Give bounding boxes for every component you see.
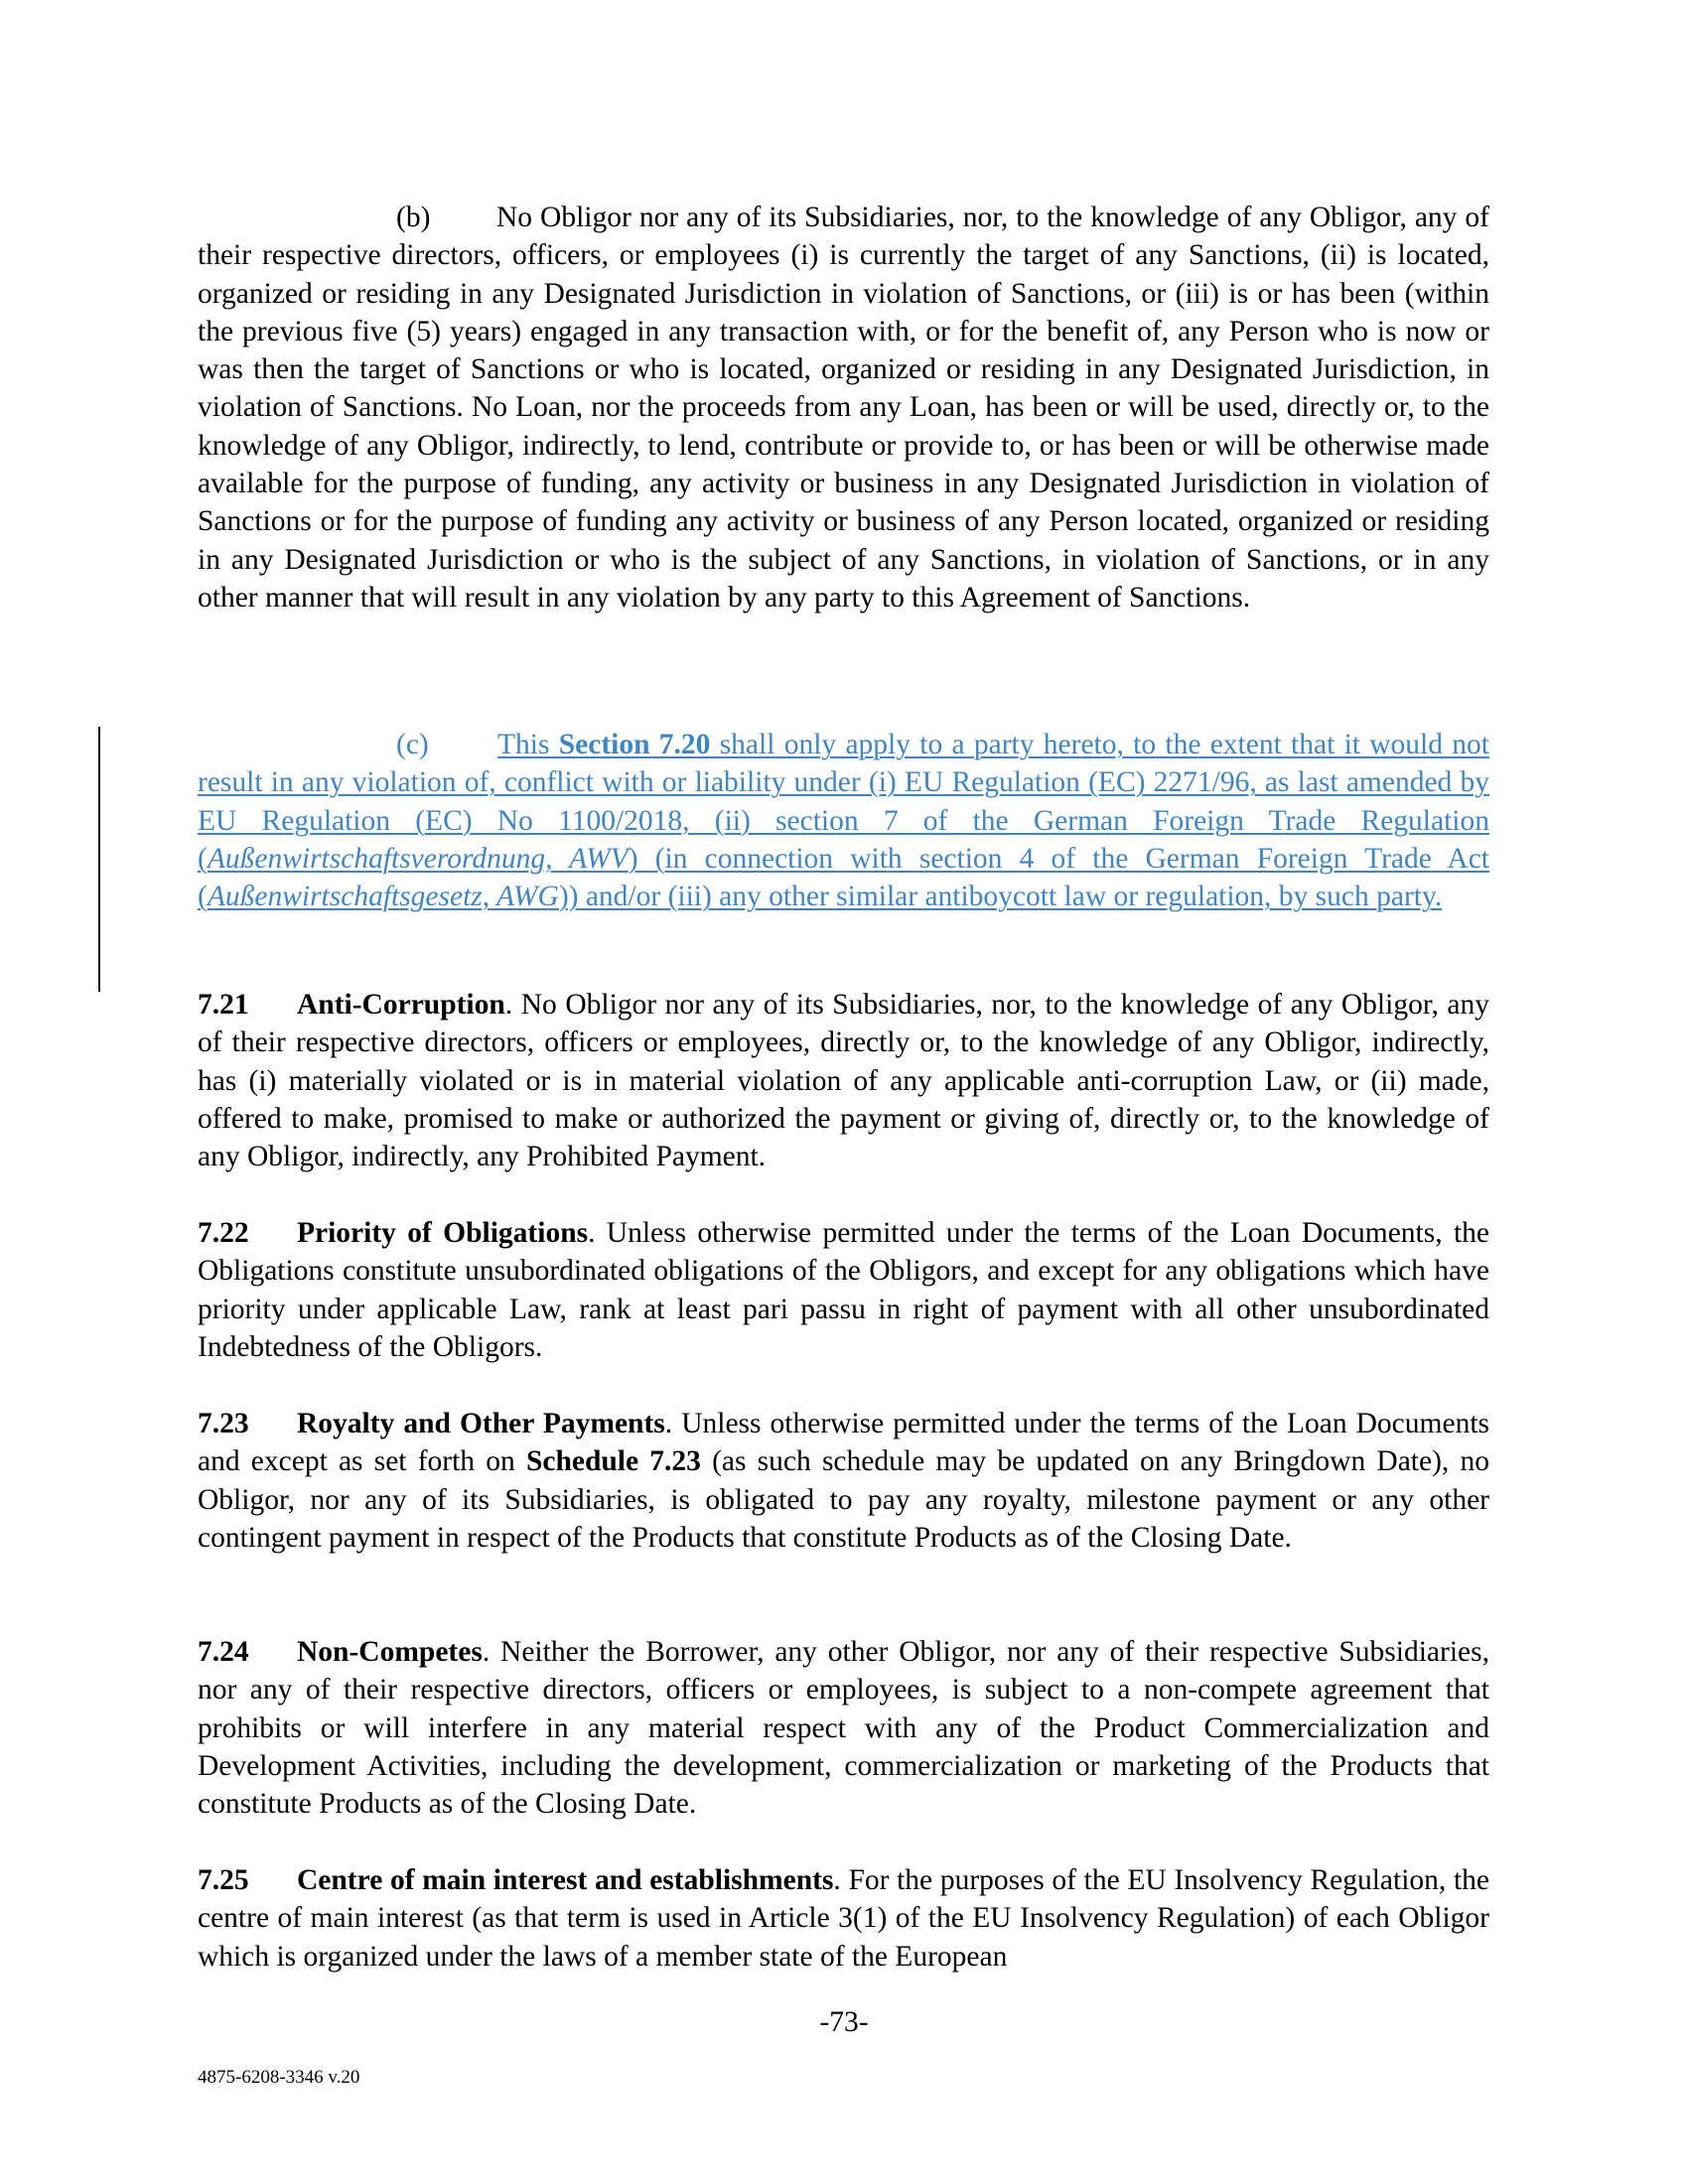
section-7-23-text-1: . Unless otherwise permitted under the terms of the Loan Documents and except as set forth on bbox=[198, 1408, 1489, 1478]
section-7-21-text: . No Obligor nor any of its Subsidiaries, nor, to the knowledge of any Obligor, any of their respective directors, officers or employees, directly or, to the knowledge of any Obligor, indirectly, has (i) materially violated or is in material violation of any applicable anti-corruption Law, or (ii) made, offered to make, promised to make or authorized the payment or giving of, directly or, to the knowledge of any Obligor, indirectly, any Prohibited Payment. bbox=[198, 989, 1489, 1173]
paragraph-c-section-ref: Section 7.20 bbox=[558, 729, 711, 760]
section-7-25-text: . For the purposes of the EU Insolvency Regulation, the centre of main interest (as that term is used in Article 3(1) of the EU Insolvency Regulation) of each Obligor which is organized under the laws of a member state of the European bbox=[198, 1864, 1489, 1973]
section-7-22 bbox=[198, 1214, 1489, 1366]
section-7-22-number: 7.22 bbox=[198, 1217, 249, 1249]
section-7-24-text: . Neither the Borrower, any other Obligor, nor any of their respective Subsidiaries, nor any of their respective directors, officers or employees, is subject to a non-compete agreement that prohibits or will interfere in any material respect with any of the Product Commercialization and Development Activities, including the development, commercialization or marketing of the Products that constitute Products as of the Closing Date. bbox=[198, 1636, 1489, 1821]
section-7-25-heading: Centre of main interest and establishments bbox=[297, 1864, 834, 1896]
section-7-24-heading: Non-Competes bbox=[297, 1636, 483, 1668]
section-7-23 bbox=[198, 1405, 1489, 1557]
section-7-21-heading: Anti-Corruption bbox=[297, 989, 505, 1021]
section-7-23-number: 7.23 bbox=[198, 1408, 249, 1439]
paragraph-c-label: (c) bbox=[396, 729, 429, 760]
section-7-21 bbox=[198, 986, 1489, 1175]
paragraph-c-text-3: ) (in connection with section 4 of the German Foreign Trade Act ( bbox=[198, 842, 1489, 913]
section-7-23-heading: Royalty and Other Payments bbox=[297, 1408, 665, 1439]
document-id: 4875-6208-3346 v.20 bbox=[198, 2067, 360, 2088]
paragraph-c-text-4: )) and/or (iii) any other similar antiboycott law or regulation, by such party. bbox=[558, 881, 1443, 913]
paragraph-c-text-2: shall only apply to a party hereto, to the extent that it would not result in any violation of, conflict with or liability under (i) EU Regulation (EC) 2271/96, as last amended by EU Regulation (EC) No 1100/2018, (ii) section 7 of the German Foreign Trade Regulation ( bbox=[198, 729, 1489, 875]
section-7-22-text: . Unless otherwise permitted under the terms of the Loan Documents, the Obligations constitute unsubordinated obligations of the Obligors, and except for any obligations which have priority under applicable Law, rank at least pari passu in right of payment with all other unsubordinated Indebtedness of the Obligors. bbox=[198, 1217, 1489, 1363]
paragraph-c-inserted bbox=[198, 726, 1489, 915]
page-number: -73- bbox=[819, 2006, 869, 2038]
paragraph-c-text-1: This bbox=[497, 729, 559, 760]
section-7-24 bbox=[198, 1633, 1489, 1823]
section-7-23-schedule-ref: Schedule 7.23 bbox=[525, 1445, 701, 1478]
section-7-22-heading: Priority of Obligations bbox=[297, 1217, 589, 1249]
revision-change-bar bbox=[98, 727, 100, 992]
paragraph-c-italic-awv: Außenwirtschaftsverordnung, AWV bbox=[207, 842, 629, 875]
paragraph-c-italic-awg: Außenwirtschaftsgesetz, AWG bbox=[207, 881, 559, 913]
paragraph-b-text: No Obligor nor any of its Subsidiaries, nor, to the knowledge of any Obligor, any of their respective directors, officers, or employees (i) is currently the target of any Sanctions, (ii) is located, organized or residing in any Designated Jurisdiction in violation of Sanctions, or (iii) is or has been (within the previous five (5) years) engaged in any transaction with, or for the benefit of, any Person who is now or was then the target of Sanctions or who is located, organized or residing in any Designated Jurisdiction, in violation of Sanctions. No Loan, nor the proceeds from any Loan, has been or will be used, directly or, to the knowledge of any Obligor, indirectly, to lend, contribute or provide to, or has been or will be otherwise made available for the purpose of funding, any activity or business in any Designated Jurisdiction in violation of Sanctions or for the purpose of funding any activity or business of any Person located, organized or residing in any Designated Jurisdiction or who is the subject of any Sanctions, in violation of Sanctions, or in any other manner that will result in any violation by any party to this Agreement of Sanctions. bbox=[198, 202, 1489, 614]
section-7-23-text-2: (as such schedule may be updated on any Bringdown Date), no Obligor, nor any of its Subsidiaries, is obligated to pay any royalty, milestone payment or any other contingent payment in respect of the Products that constitute Products as of the Closing Date. bbox=[198, 1445, 1489, 1554]
section-7-25 bbox=[198, 1861, 1489, 1976]
paragraph-b bbox=[198, 199, 1489, 616]
section-7-21-number: 7.21 bbox=[198, 989, 249, 1021]
section-7-24-number: 7.24 bbox=[198, 1636, 249, 1668]
paragraph-b-label: (b) bbox=[396, 202, 431, 233]
section-7-25-number: 7.25 bbox=[198, 1864, 249, 1896]
